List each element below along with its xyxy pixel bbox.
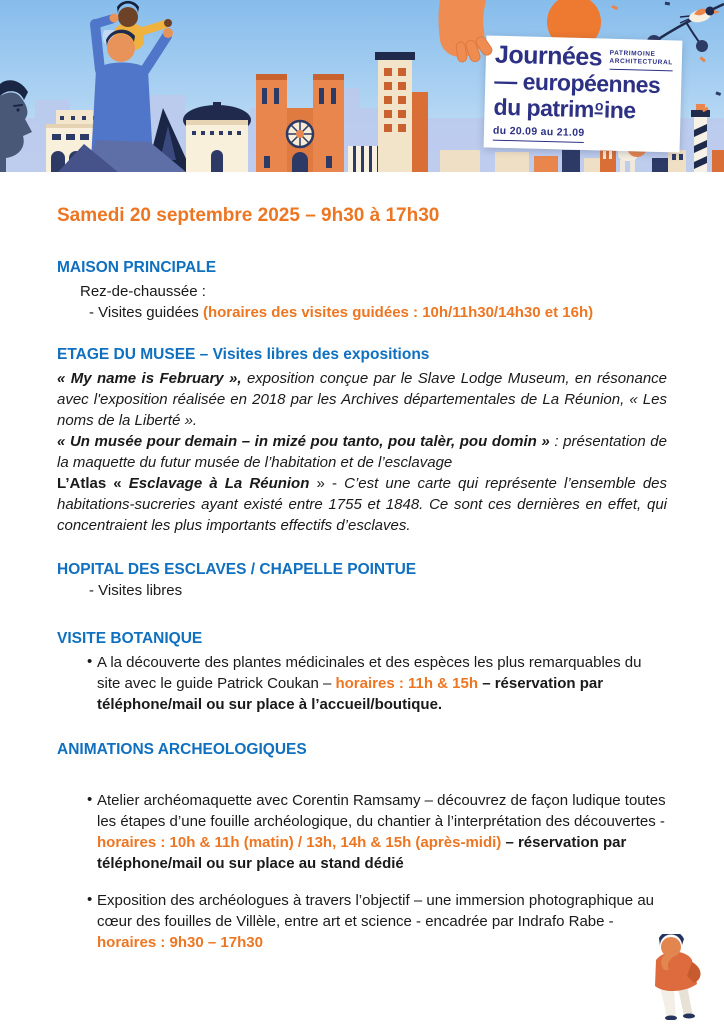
logo-tagline	[609, 50, 673, 72]
document-content	[0, 205, 724, 953]
logo-tagline-line1: PATRIMOINE	[609, 49, 656, 58]
section-heading-etage-du-musee: ETAGE DU MUSEE – Visites libres des expositions	[57, 346, 430, 363]
logo-tagline-line2: ARCHITECTURAL	[609, 57, 673, 67]
rotunda-building	[183, 102, 251, 172]
hand-icon	[424, 0, 508, 70]
text-line-visites-libres: - Visites libres	[89, 582, 183, 599]
bullet-icon: •	[87, 791, 93, 808]
thinking-person-illustration	[634, 934, 708, 1020]
paragraph-my-name-is-february: « My name is February », exposition conçue par le Slave Lodge Museum, en résonance avec l'exposition réalisée en 2018 par les Archives départementales de La Réunion, « Les noms de la Liberté ».	[57, 370, 667, 429]
logo-dates: du 20.09 au 21.09	[493, 125, 585, 143]
list-item-text: Atelier archéomaquette avec Corentin Ramsamy – découvrez de façon ludique toutes les étapes d’une fouille archéologique, du chantier à l’interprétation des découvertes - horaires : 10h & 11h (matin) / 13h, 14h & 15h (après-midi) – réservation par téléphone/mail ou sur place au stand dédié	[97, 792, 666, 872]
logo-title-line2: — européennes	[493, 67, 661, 99]
list-item-exposition-archeologues	[57, 890, 667, 953]
heritage-days-logo-card	[484, 35, 683, 152]
banner-illustration	[0, 0, 724, 172]
bullet-icon: •	[87, 891, 93, 908]
text-line-visites-guidees: - Visites guidées (horaires des visites guidées : 10h/11h30/14h30 et 16h)	[89, 304, 594, 321]
logo-title-line1: Journées	[494, 40, 603, 72]
logo-superscript-o: o	[594, 97, 604, 114]
list-item-visite-botanique	[57, 652, 667, 715]
list-item-text: A la découverte des plantes médicinales et des espèces les plus remarquables du site avec le guide Patrick Coukan – horaires : 11h & 15h – réservation par téléphone/mail ou sur place à l’accueil/boutique.	[97, 654, 642, 713]
list-item-atelier-archeomaquette	[57, 790, 667, 874]
logo-title-line3: du patrimoine	[493, 93, 637, 124]
paragraph-atlas-esclavage: L’Atlas « Esclavage à La Réunion » - C’est une carte qui représente l’ensemble des habitations-sucreries ayant existé entre 1755 et 1848. Ce sont ces dernières en effet, qui concentraient les plus importants effectifs d’esclaves.	[57, 475, 668, 534]
text-line-rez-de-chaussee: Rez-de-chaussée :	[80, 283, 206, 300]
section-heading-hopital-des-esclaves: HOPITAL DES ESCLAVES / CHAPELLE POINTUE	[57, 561, 417, 578]
list-item-text: Exposition des archéologues à travers l’objectif – une immersion photographique au cœur des fouilles de Villèle, entre art et science - encadrée par Indrafo Rabe - horaires : 9h30 – 17h30	[97, 892, 654, 951]
paragraph-un-musee-pour-demain: « Un musée pour demain – in mizé pou tanto, pou talèr, pou domin » : présentation de la maquette du futur musée de l’habitation et de l’esclavage	[57, 433, 667, 471]
section-heading-visite-botanique: VISITE BOTANIQUE	[57, 630, 203, 647]
section-heading-maison-principale: MAISON PRINCIPALE	[57, 259, 217, 276]
section-heading-animations-archeologiques: ANIMATIONS ARCHEOLOGIQUES	[57, 741, 307, 758]
bullet-icon: •	[87, 653, 93, 670]
page-title: Samedi 20 septembre 2025 – 9h30 à 17h30	[57, 205, 440, 226]
